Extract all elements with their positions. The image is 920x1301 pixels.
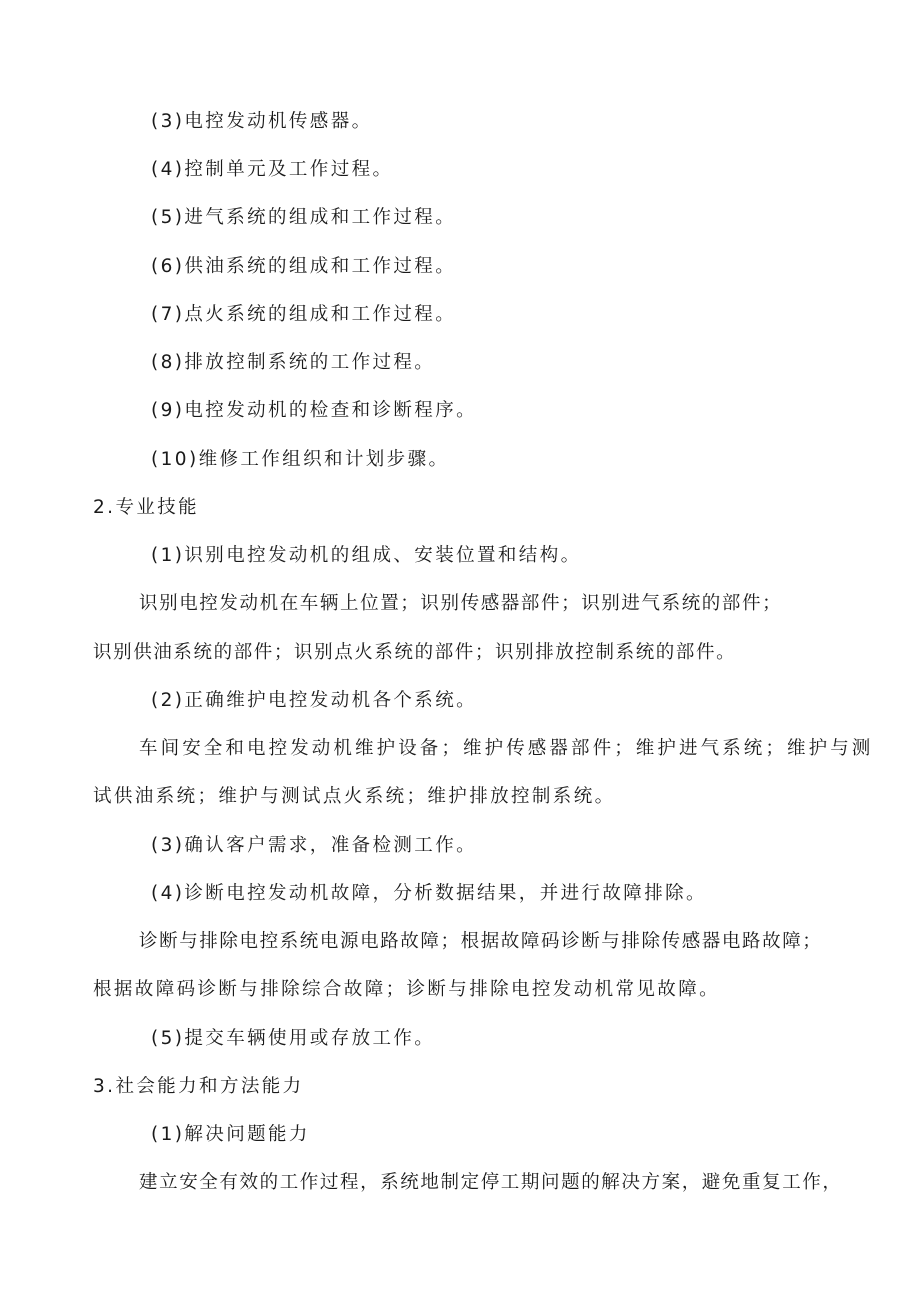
knowledge-item-4: (4)控制单元及工作过程。 [151,159,394,180]
skill-item-2-paragraph-line-1: 车间安全和电控发动机维护设备；维护传感器部件；维护进气系统；维护与测 [139,738,874,759]
ability-item-1-paragraph-line-1: 建立安全有效的工作过程，系统地制定停工期问题的解决方案，避免重复工作， [139,1172,843,1193]
section-heading-professional-skills: 2.专业技能 [93,497,200,518]
knowledge-item-8: (8)排放控制系统的工作过程。 [151,352,436,373]
section-heading-social-method-ability: 3.社会能力和方法能力 [93,1076,304,1097]
ability-item-1: (1)解决问题能力 [151,1124,310,1145]
skill-item-4-paragraph-line-2: 根据故障码诊断与排除综合故障；诊断与排除电控发动机常见故障。 [93,979,721,1000]
knowledge-item-5: (5)进气系统的组成和工作过程。 [151,207,457,228]
skill-item-1-paragraph-line-1: 识别电控发动机在车辆上位置；识别传感器部件；识别进气系统的部件； [139,593,783,614]
knowledge-item-7: (7)点火系统的组成和工作过程。 [151,304,457,325]
skill-item-4-paragraph-line-1: 诊断与排除电控系统电源电路故障；根据故障码诊断与排除传感器电路故障； [139,931,823,952]
skill-item-3: (3)确认客户需求，准备检测工作。 [151,835,478,856]
skill-item-1: (1)识别电控发动机的组成、安装位置和结构。 [151,545,582,566]
skill-item-2-paragraph-line-2: 试供油系统；维护与测试点火系统；维护排放控制系统。 [93,786,616,807]
knowledge-item-9: (9)电控发动机的检查和诊断程序。 [151,400,478,421]
skill-item-2: (2)正确维护电控发动机各个系统。 [151,690,478,711]
knowledge-item-10: (10)维修工作组织和计划步骤。 [151,449,450,470]
knowledge-item-3: (3)电控发动机传感器。 [151,111,373,132]
skill-item-5: (5)提交车辆使用或存放工作。 [151,1028,436,1049]
knowledge-item-6: (6)供油系统的组成和工作过程。 [151,256,457,277]
skill-item-4: (4)诊断电控发动机故障，分析数据结果，并进行故障排除。 [151,883,707,904]
skill-item-1-paragraph-line-2: 识别供油系统的部件；识别点火系统的部件；识别排放控制系统的部件。 [93,642,737,663]
